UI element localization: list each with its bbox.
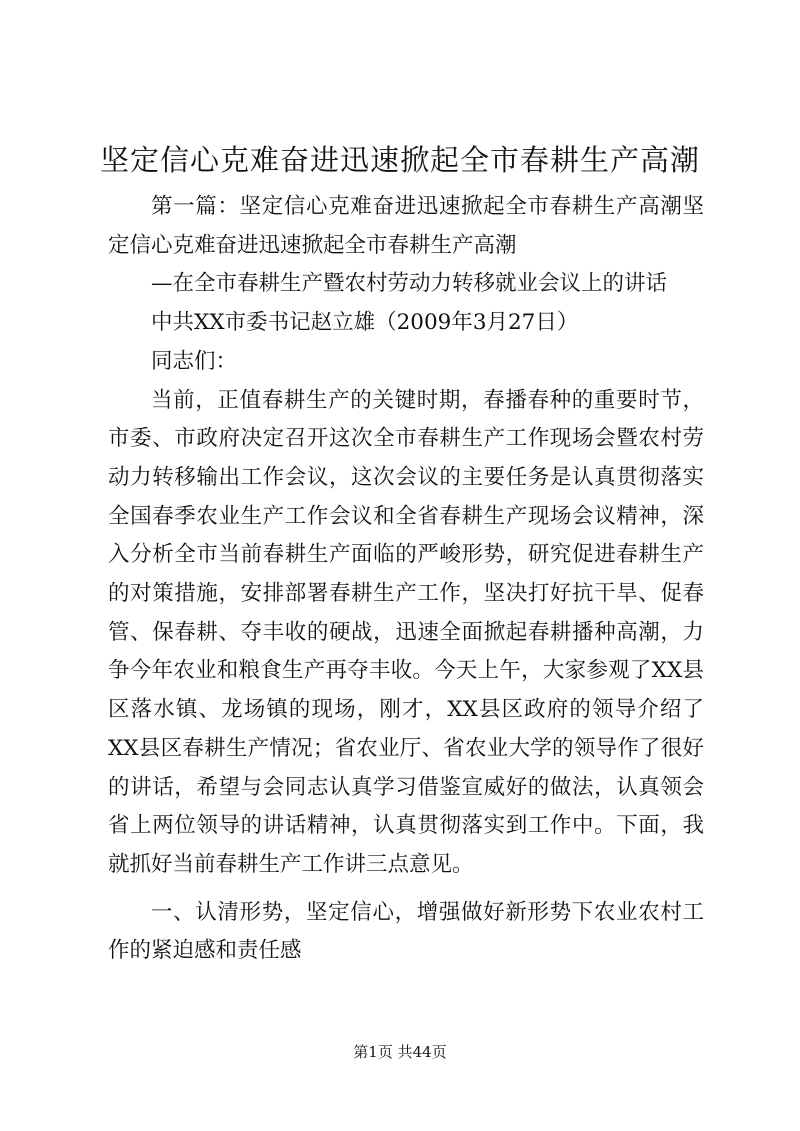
paragraph-main-body: 当前，正值春耕生产的关键时期，春播春种的重要时节，市委、市政府决定召开这次全市春耕生产工作现场会暨农村劳动力转移输出工作会议，这次会议的主要任务是认真贯彻落实全国春季农业生产工作会议和全省春耕生产现场会议精神，深入分析全市当前春耕生产面临的严峻形势，研究促进春耕生产的对策措施，安排部署春耕生产工作，坚决打好抗干旱、促春管、保春耕、夺丰收的硬战，迅速全面掀起春耕播种高潮，力争今年农业和粮食生产再夺丰收。今天上午，大家参观了XX县区落水镇、龙场镇的现场，刚才，XX县区政府的领导介绍了XX县区春耕生产情况；省农业厅、省农业大学的领导作了很好的讲话，希望与会同志认真学习借鉴宣威好的做法，认真领会省上两位领导的讲话精神，认真贯彻落实到工作中。下面，我就抓好当前春耕生产工作讲三点意见。 [108,387,704,877]
paragraph-section-one-heading: 一、认清形势，坚定信心，增强做好新形势下农业农村工作的紧迫感和责任感 [108,899,704,964]
page-number-footer: 第1页 共44页 [353,1043,447,1061]
paragraph-speech-subtitle: —在全市春耕生产暨农村劳动力转移就业会议上的讲话 [151,271,668,297]
paragraph-salutation: 同志们： [151,348,238,374]
paragraph-speaker-date: 中共XX市委书记赵立雄（2009年3月27日） [151,310,579,336]
document-title: 坚定信心克难奋进迅速掀起全市春耕生产高潮 [99,143,700,177]
paragraph-heading-first-article: 第一篇：坚定信心克难奋进迅速掀起全市春耕生产高潮坚定信心克难奋进迅速掀起全市春耕生产高潮 [108,194,704,258]
document-body [108,188,704,971]
